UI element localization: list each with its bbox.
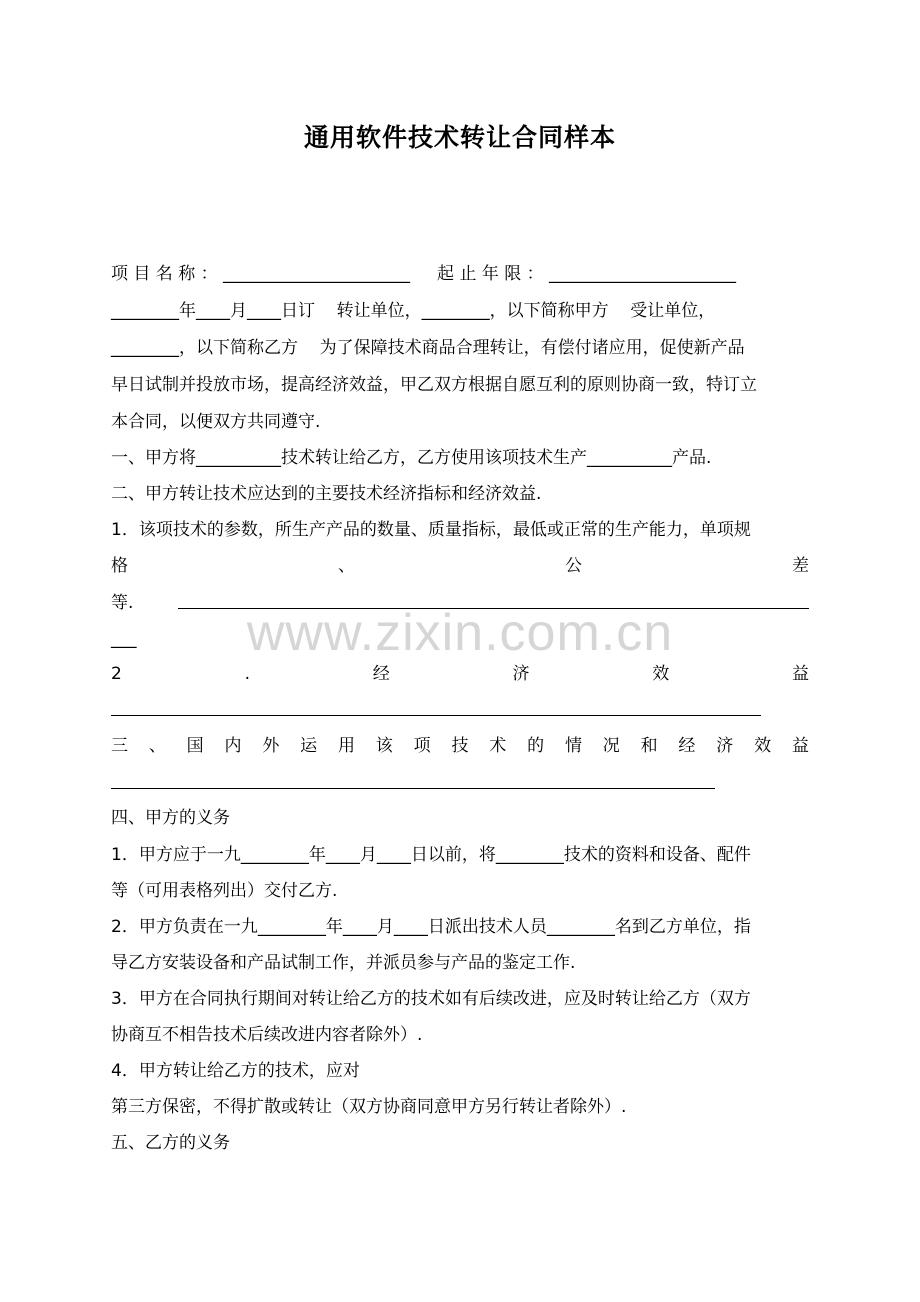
- watermark: www.zixin.com.cn: [246, 604, 674, 662]
- spec-word: 、: [338, 556, 355, 576]
- clause-3-heading: [111, 734, 809, 758]
- clause-3-char: 况: [602, 736, 620, 756]
- clause-2-2-line: [111, 662, 809, 686]
- clause-3-char: 用: [337, 736, 355, 756]
- benefit-word: .: [244, 664, 250, 684]
- clause-3-char: 益: [791, 736, 809, 756]
- clause-2-1-line: 1．该项技术的参数，所生产产品的数量、质量指标，最低或正常的生产能力，单项规: [111, 520, 751, 540]
- clause-3-char: 该: [375, 736, 393, 756]
- clause-4-heading: 四、甲方的义务: [111, 808, 230, 828]
- clause-3-char: 三: [111, 736, 128, 756]
- clause-3-char: 济: [716, 736, 734, 756]
- clause-3-char: 情: [564, 736, 582, 756]
- project-info-line: 项 目 名 称 ： ______________________ 起 止 年 限 ： ______________________: [111, 264, 737, 284]
- clause-3-char: 运: [300, 736, 318, 756]
- clause-3-char: 内: [224, 736, 242, 756]
- clause-3-char: 经: [678, 736, 696, 756]
- party-b-line: ________，以下简称乙方 为了保障技术商品合理转让，有偿付诸应用，促使新产品: [111, 338, 745, 358]
- clause-4-2-line: 2．甲方负责在一九________年____月____日派出技术人员________名到乙方单位，指: [111, 917, 751, 937]
- blank-rule: [111, 788, 715, 789]
- short-blank-line: ___: [111, 629, 137, 649]
- blank-rule: [111, 715, 761, 716]
- clause-4-4-cont: 第三方保密，不得扩散或转让（双方协商同意甲方另行转让者除外）.: [111, 1097, 627, 1117]
- preamble-line: 早日试制并投放市场，提高经济效益，甲乙双方根据自愿互利的原则协商一致，特订立: [111, 375, 757, 395]
- preamble-end-line: 本合同，以便双方共同遵守.: [111, 412, 321, 432]
- clause-1-line: 一、甲方将__________技术转让给乙方，乙方使用该项技术生产__________产品.: [111, 448, 712, 468]
- clause-3-char: 外: [262, 736, 280, 756]
- blank-rule: [178, 608, 809, 609]
- clause-2-heading: 二、甲方转让技术应达到的主要技术经济指标和经济效益.: [111, 484, 542, 504]
- clause-2-1-spec-line: [111, 554, 809, 578]
- document-title: 通用软件技术转让合同样本: [303, 123, 616, 152]
- benefit-word: 济: [512, 664, 530, 684]
- clause-4-3-line: 3．甲方在合同执行期间对转让给乙方的技术如有后续改进，应及时转让给乙方（双方: [111, 989, 751, 1009]
- clause-3-char: 技: [451, 736, 469, 756]
- clause-2-1-etc: 等.: [111, 593, 134, 613]
- clause-5-heading: 五、乙方的义务: [111, 1133, 230, 1153]
- clause-3-char: 国: [186, 736, 204, 756]
- clause-4-4-line: 4．甲方转让给乙方的技术，应对: [111, 1061, 360, 1081]
- spec-word: 差: [792, 556, 809, 576]
- clause-4-1-line: 1．甲方应于一九________年____月____日以前，将________技术的资料和设备、配件: [111, 845, 751, 865]
- benefit-word: 效: [652, 664, 670, 684]
- clause-4-2-cont: 导乙方安装设备和产品试制工作，并派员参与产品的鉴定工作.: [111, 953, 576, 973]
- clause-3-char: 效: [754, 736, 772, 756]
- clause-3-char: 的: [527, 736, 545, 756]
- clause-4-1-cont: 等（可用表格列出）交付乙方.: [111, 881, 338, 901]
- benefit-word: 2: [111, 664, 122, 684]
- benefit-word: 经: [372, 664, 390, 684]
- clause-3-char: 术: [489, 736, 507, 756]
- clause-3-char: 项: [413, 736, 431, 756]
- clause-4-3-cont: 协商互不相告技术后续改进内容者除外）.: [111, 1025, 423, 1045]
- spec-word: 公: [565, 556, 582, 576]
- clause-3-char: 和: [640, 736, 658, 756]
- date-transfer-line: ________年____月____日订 转让单位，________，以下简称甲方 受让单位，: [111, 301, 716, 321]
- benefit-word: 益: [791, 664, 809, 684]
- clause-3-char: 、: [148, 736, 166, 756]
- spec-word: 格: [111, 556, 128, 576]
